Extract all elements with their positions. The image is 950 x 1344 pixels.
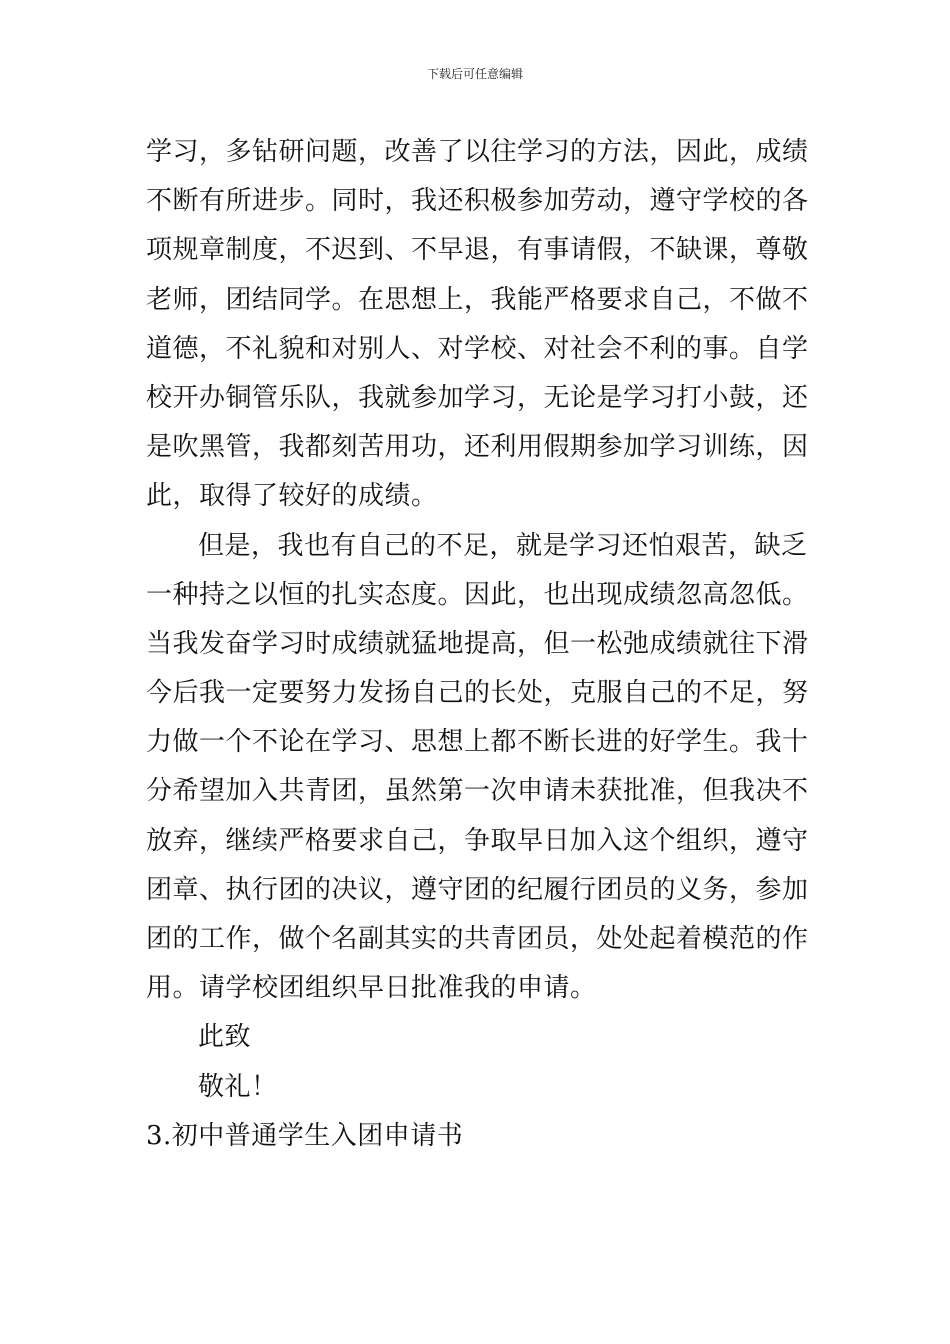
paragraph-line: 校开办铜管乐队，我就参加学习，无论是学习打小鼓，还: [146, 382, 809, 413]
paragraph-line: 此，取得了较好的成绩。: [146, 481, 438, 512]
page-header-note: 下载后可任意编辑: [426, 67, 523, 81]
paragraph-line: 是吹黑管，我都刻苦用功，还利用假期参加学习训练，因: [146, 432, 809, 463]
closing-salutation: 此致: [198, 1022, 252, 1053]
paragraph-line: 团章、执行团的决议，遵守团的纪履行团员的义务，参加: [146, 874, 809, 905]
section-heading: 3.初中普通学生入团申请书: [146, 1120, 464, 1151]
paragraph-line: 老师，团结同学。在思想上，我能严格要求自己，不做不: [146, 284, 809, 315]
paragraph-line: 学习，多钻研问题，改善了以往学习的方法，因此，成绩: [146, 137, 809, 167]
paragraph-line: 不断有所进步。同时，我还积极参加劳动，遵守学校的各: [146, 186, 809, 217]
paragraph-line: 今后我一定要努力发扬自己的长处，克服自己的不足，努: [146, 678, 809, 709]
paragraph-line: 力做一个不论在学习、思想上都不断长进的好学生。我十: [146, 727, 809, 758]
paragraph-line: 当我发奋学习时成绩就猛地提高，但一松弛成绩就往下滑: [146, 628, 809, 659]
paragraph-line: 分希望加入共青团，虽然第一次申请未获批准，但我决不: [146, 776, 809, 807]
paragraph-line: 但是，我也有自己的不足，就是学习还怕艰苦，缺乏: [198, 530, 808, 561]
paragraph-line: 道德，不礼貌和对别人、对学校、对社会不利的事。自学: [146, 333, 809, 364]
paragraph-line: 项规章制度，不迟到、不早退，有事请假，不缺课，尊敬: [146, 235, 809, 266]
document-body: [146, 128, 816, 1161]
closing-regards: 敬礼！: [198, 1071, 278, 1102]
paragraph-line: 团的工作，做个名副其实的共青团员，处处起着模范的作: [146, 924, 809, 954]
paragraph-line: 一种持之以恒的扎实态度。因此，也出现成绩忽高忽低。: [146, 579, 809, 610]
paragraph-line: 放弃，继续严格要求自己，争取早日加入这个组织，遵守: [146, 825, 809, 856]
paragraph-line: 用。请学校团组织早日批准我的申请。: [146, 973, 597, 1004]
